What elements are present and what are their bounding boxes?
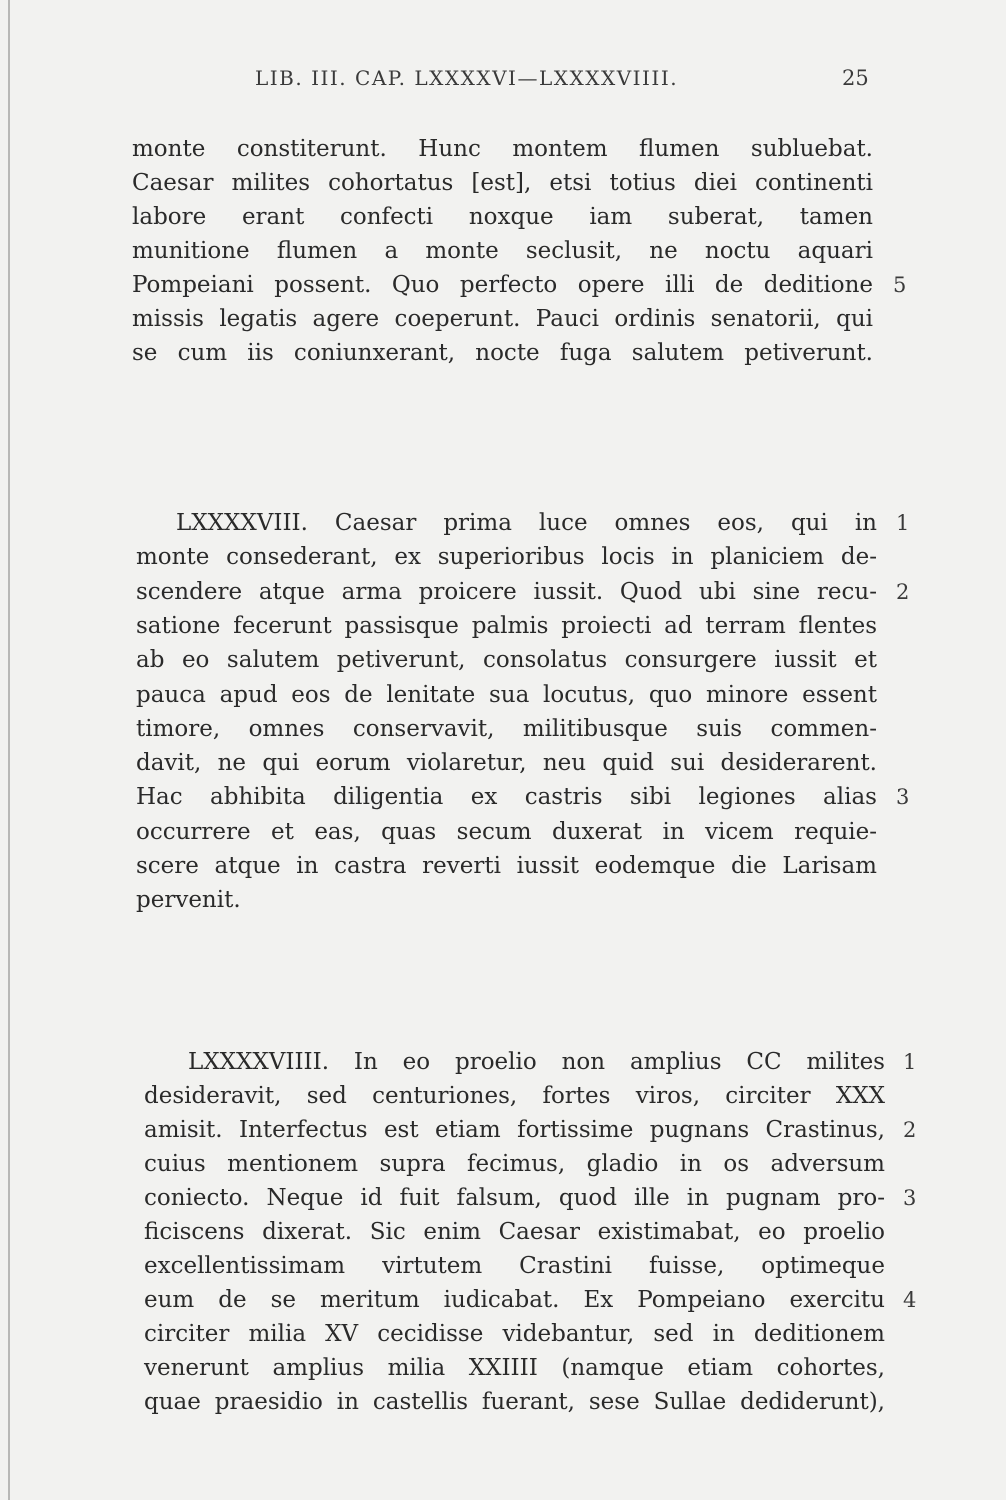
page-edge	[8, 0, 10, 1500]
text-line	[136, 746, 877, 780]
text-line-content: excellentissimam virtutem Crastini fuisse, optimeque	[144, 1253, 885, 1279]
text-line-content: scere atque in castra reverti iussit eodemque die Larisam	[136, 853, 877, 879]
text-line	[144, 1249, 885, 1283]
margin-section-number: 4	[903, 1288, 917, 1312]
text-line-content: timore, omnes conservavit, militibusque suis commen-	[136, 715, 877, 742]
margin-section-number: 1	[896, 511, 910, 535]
margin-section-number: 3	[896, 785, 910, 810]
text-line-content: scendere atque arma proicere iussit. Quod ubi sine recu-	[136, 578, 877, 605]
running-title: LIB. III. CAP. LXXXXVI—LXXXXVIIII.	[255, 66, 679, 90]
text-line	[144, 1079, 885, 1113]
text-line	[144, 1317, 885, 1351]
text-line	[144, 1215, 885, 1249]
text-line	[136, 849, 877, 883]
text-line	[136, 780, 877, 814]
margin-section-number: 5	[893, 273, 907, 297]
text-line	[136, 575, 877, 609]
text-line-content: cuius mentionem supra fecimus, gladio in os adversum	[144, 1151, 885, 1177]
text-line-content: pauca apud eos de lenitate sua locutus, quo minore essent	[136, 681, 877, 708]
text-line	[176, 506, 877, 540]
text-line-content: labore erant confecti noxque iam suberat, tamen	[132, 204, 873, 230]
text-line	[132, 200, 873, 234]
text-line	[144, 1385, 885, 1419]
text-line-content: venerunt amplius milia XXIIII (namque etiam cohortes,	[144, 1355, 885, 1381]
text-line-content: coniecto. Neque id fuit falsum, quod ille in pugnam pro-	[144, 1185, 885, 1211]
text-line-content: munitione flumen a monte seclusit, ne noctu aquari	[132, 238, 873, 264]
text-line-content: davit, ne qui eorum violaretur, neu quid sui desiderarent.	[136, 750, 877, 777]
text-line-content: monte consederant, ex superioribus locis in planiciem de-	[136, 544, 877, 571]
margin-section-number: 1	[903, 1050, 917, 1074]
text-line-content: eum de se meritum iudicabat. Ex Pompeiano exercitu	[144, 1287, 885, 1313]
text-line	[144, 1351, 885, 1385]
text-line-content: LXXXXVIIII. In eo proelio non amplius CC milites	[188, 1049, 885, 1075]
text-line-content: monte constiterunt. Hunc montem flumen subluebat.	[132, 136, 873, 162]
text-line	[144, 1113, 885, 1147]
text-line-content: circiter milia XV cecidisse videbantur, sed in deditionem	[144, 1321, 885, 1347]
text-line	[136, 883, 241, 917]
text-line	[144, 1147, 885, 1181]
text-line	[144, 1181, 885, 1215]
text-line-content: satione fecerunt passisque palmis proiecti ad terram flentes	[136, 612, 877, 639]
text-line-content: Hac abhibita diligentia ex castris sibi legiones alias	[136, 784, 877, 811]
running-header	[0, 66, 1006, 106]
text-line	[136, 609, 877, 643]
text-line	[136, 643, 877, 677]
text-line-content: quae praesidio in castellis fuerant, sese Sullae dediderunt),	[144, 1389, 885, 1415]
margin-section-number: 3	[903, 1186, 917, 1210]
text-line	[136, 678, 877, 712]
text-line-content: ficiscens dixerat. Sic enim Caesar existimabat, eo proelio	[144, 1219, 885, 1245]
text-line	[132, 132, 873, 166]
text-line-content: amisit. Interfectus est etiam fortissime pugnans Crastinus,	[144, 1117, 885, 1143]
text-line	[132, 336, 873, 370]
text-line	[132, 268, 873, 302]
margin-section-number: 2	[903, 1118, 917, 1142]
text-line	[144, 1283, 885, 1317]
text-line-content: se cum iis coniunxerant, nocte fuga salutem petiverunt.	[132, 340, 873, 366]
text-line	[136, 540, 877, 574]
text-line-content: LXXXXVIII. Caesar prima luce omnes eos, qui in	[176, 510, 877, 536]
text-line-content: pervenit.	[136, 887, 241, 914]
text-line	[132, 234, 873, 268]
text-line-content: ab eo salutem petiverunt, consolatus consurgere iussit et	[136, 647, 877, 674]
text-line-content: missis legatis agere coeperunt. Pauci ordinis senatorii, qui	[132, 306, 873, 332]
text-line	[136, 712, 877, 746]
text-line	[132, 302, 873, 336]
text-line-content: Caesar milites cohortatus [est], etsi totius diei continenti	[132, 170, 873, 196]
text-line	[188, 1045, 885, 1079]
page-number: 25	[842, 66, 869, 90]
text-line	[132, 166, 873, 200]
text-line	[136, 815, 877, 849]
text-line-content: Pompeiani possent. Quo perfecto opere illi de deditione	[132, 272, 873, 298]
text-line-content: occurrere et eas, quas secum duxerat in vicem requie-	[136, 818, 877, 845]
text-line-content: desideravit, sed centuriones, fortes viros, circiter XXX	[144, 1083, 885, 1109]
margin-section-number: 2	[896, 579, 910, 604]
